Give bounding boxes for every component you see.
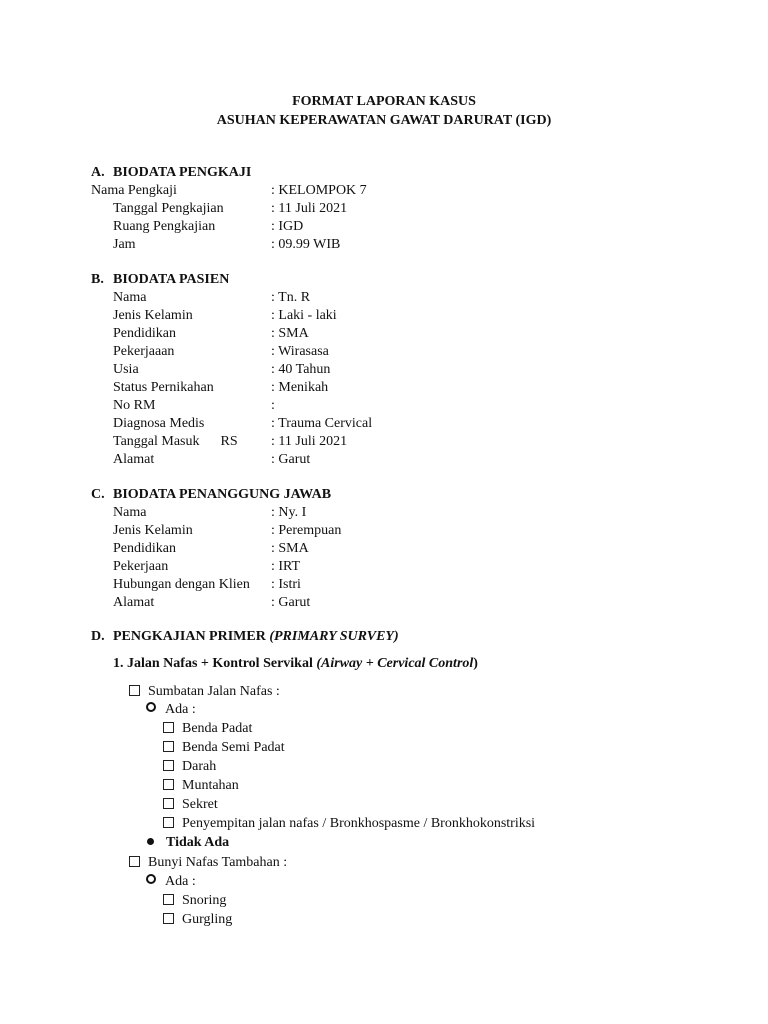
checkbox-label: Muntahan: [182, 778, 239, 793]
section-b-title: BIODATA PASIEN: [113, 272, 230, 287]
checkbox-square-icon: [129, 685, 140, 696]
checkbox-label: Benda Semi Padat: [182, 740, 285, 755]
section-d-letter: D.: [91, 629, 105, 644]
checkbox-item[interactable]: [163, 796, 218, 814]
field-value: : SMA: [271, 541, 309, 556]
section-a-letter: A.: [91, 165, 105, 180]
checkbox-label: Sekret: [182, 797, 218, 812]
checkbox-square-icon: [163, 894, 174, 905]
checkbox-label: Bunyi Nafas Tambahan :: [148, 855, 288, 870]
checkbox-item[interactable]: [163, 911, 232, 929]
field-value: : 09.99 WIB: [271, 237, 341, 252]
field-value: : 11 Juli 2021: [271, 434, 348, 449]
option-ada[interactable]: [146, 873, 196, 891]
title-line-2: ASUHAN KEPERAWATAN GAWAT DARURAT (IGD): [216, 113, 552, 128]
option-label: Ada :: [165, 874, 196, 889]
field-label: Alamat: [113, 595, 155, 610]
option-tidak-ada[interactable]: [147, 834, 229, 852]
section-d-title-italic: (PRIMARY SURVEY): [269, 629, 399, 644]
section-a-heading: [91, 164, 251, 182]
field-label: Jenis Kelamin: [113, 308, 193, 323]
option-label: Tidak Ada: [166, 835, 230, 850]
checkbox-label: Darah: [182, 759, 217, 774]
field-value: : Tn. R: [271, 290, 311, 305]
section-a-title: BIODATA PENGKAJI: [113, 165, 252, 180]
field-value: : 40 Tahun: [271, 362, 331, 377]
field-label: Nama Pengkaji: [91, 183, 177, 198]
field-label: Tanggal Pengkajian: [113, 201, 224, 216]
section-b-heading: [91, 271, 229, 289]
checkbox-label: Snoring: [182, 893, 227, 908]
subsection-airway-heading: [113, 655, 478, 673]
subsection-title-italic-close: ): [473, 656, 478, 671]
field-value: : Laki - laki: [271, 308, 337, 323]
checkbox-item[interactable]: [163, 815, 535, 833]
field-label: Nama: [113, 290, 147, 305]
subsection-title-italic-open: (: [316, 656, 322, 671]
field-value: : Menikah: [271, 380, 329, 395]
field-value: : Garut: [271, 452, 311, 467]
checkbox-label: Benda Padat: [182, 721, 253, 736]
field-label: Pendidikan: [113, 326, 176, 341]
field-value: : IGD: [271, 219, 304, 234]
field-label: Tanggal Masuk RS: [113, 434, 238, 449]
option-ada[interactable]: [146, 701, 196, 719]
checkbox-label: Gurgling: [182, 912, 233, 927]
checkbox-item[interactable]: [163, 758, 216, 776]
checkbox-label: Sumbatan Jalan Nafas :: [148, 684, 280, 699]
field-value: : Perempuan: [271, 523, 342, 538]
hollow-circle-bullet-icon: [146, 874, 156, 884]
field-value: : 11 Juli 2021: [271, 201, 348, 216]
field-label: Ruang Pengkajian: [113, 219, 216, 234]
field-value: : SMA: [271, 326, 309, 341]
field-value: : Ny. I: [271, 505, 307, 520]
field-label: Pekerjaan: [113, 559, 169, 574]
section-c-title: BIODATA PENANGGUNG JAWAB: [113, 487, 332, 502]
title-line-1: FORMAT LAPORAN KASUS: [292, 94, 476, 109]
field-label: Status Pernikahan: [113, 380, 214, 395]
subsection-title: Jalan Nafas + Kontrol Servikal: [127, 656, 313, 671]
field-label: No RM: [113, 398, 156, 413]
checkbox-square-icon: [163, 779, 174, 790]
checkbox-sumbatan[interactable]: [129, 683, 280, 701]
section-c-heading: [91, 486, 331, 504]
field-label: Pekerjaaan: [113, 344, 175, 359]
field-label: Pendidikan: [113, 541, 176, 556]
field-label: Jam: [113, 237, 136, 252]
hollow-circle-bullet-icon: [146, 702, 156, 712]
field-value: : KELOMPOK 7: [271, 183, 367, 198]
field-value: : Wirasasa: [271, 344, 329, 359]
checkbox-item[interactable]: [163, 777, 239, 795]
field-label: Nama: [113, 505, 147, 520]
field-label: Alamat: [113, 452, 155, 467]
checkbox-square-icon: [129, 856, 140, 867]
subsection-number: 1.: [113, 656, 124, 671]
field-label: Jenis Kelamin: [113, 523, 193, 538]
field-value: : Garut: [271, 595, 311, 610]
field-value: : IRT: [271, 559, 301, 574]
field-value: :: [271, 398, 275, 413]
field-label: Hubungan dengan Klien: [113, 577, 250, 592]
checkbox-square-icon: [163, 913, 174, 924]
section-b-letter: B.: [91, 272, 104, 287]
checkbox-square-icon: [163, 722, 174, 733]
checkbox-square-icon: [163, 817, 174, 828]
checkbox-bunyi-nafas[interactable]: [129, 854, 287, 872]
field-value: : Istri: [271, 577, 301, 592]
checkbox-item[interactable]: [163, 739, 285, 757]
field-label: Usia: [113, 362, 139, 377]
field-value: : Trauma Cervical: [271, 416, 373, 431]
option-label: Ada :: [165, 702, 196, 717]
field-label: Diagnosa Medis: [113, 416, 205, 431]
section-d-heading: [91, 628, 399, 646]
checkbox-item[interactable]: [163, 892, 226, 910]
section-c-letter: C.: [91, 487, 105, 502]
checkbox-item[interactable]: [163, 720, 252, 738]
section-d-title: PENGKAJIAN PRIMER: [113, 629, 266, 644]
checkbox-label: Penyempitan jalan nafas / Bronkhospasme / Bronkhokonstriksi: [182, 816, 536, 831]
checkbox-square-icon: [163, 760, 174, 771]
subsection-title-italic: Airway + Cervical Control: [321, 656, 474, 671]
filled-circle-bullet-icon: [147, 838, 154, 845]
checkbox-square-icon: [163, 741, 174, 752]
checkbox-square-icon: [163, 798, 174, 809]
